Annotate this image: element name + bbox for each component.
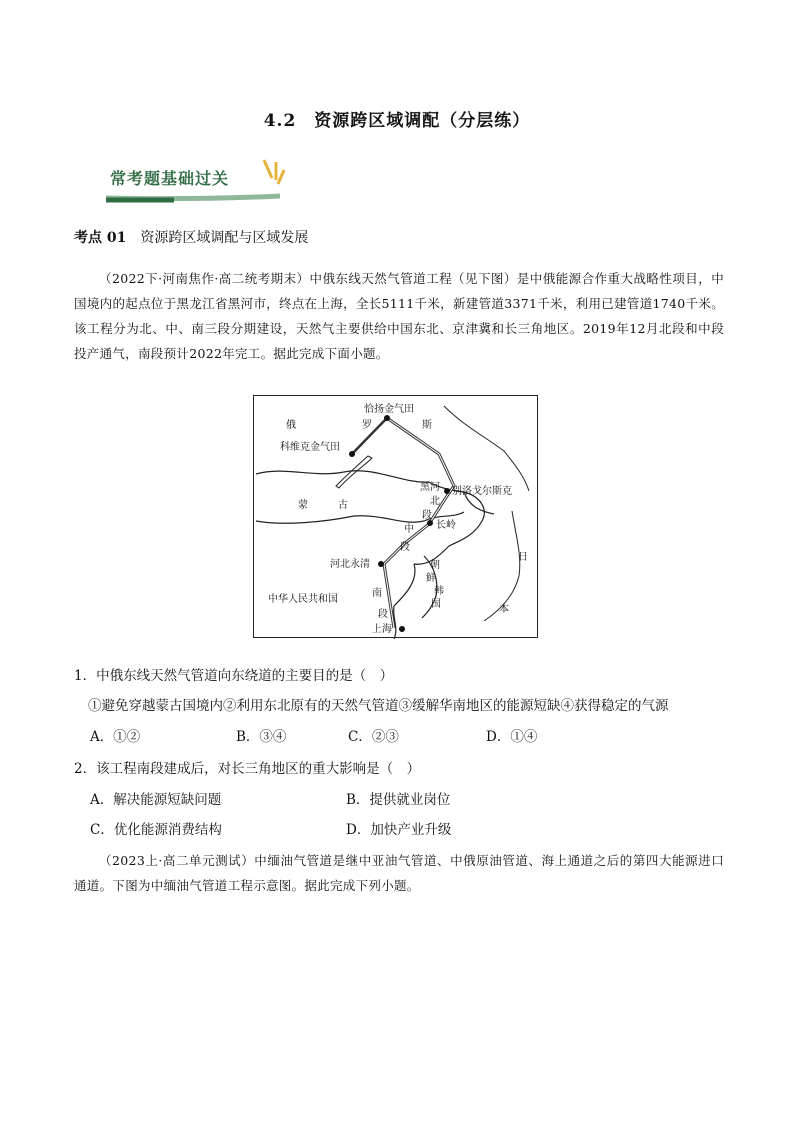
map-label-ri: 日	[518, 552, 528, 563]
section-heading	[74, 227, 308, 247]
map-label-china: 中华人民共和国	[268, 594, 338, 605]
map-label-duan3: 段	[378, 609, 388, 620]
map-label-meng: 蒙	[298, 500, 308, 511]
map-label-nan: 南	[372, 588, 382, 599]
map-label-kovykta: 科维克金气田	[280, 442, 340, 453]
q2-option-d[interactable]: D．加快产业升级	[346, 822, 452, 838]
map-label-e: 俄	[286, 420, 296, 431]
q2-option-b[interactable]: B．提供就业岗位	[346, 792, 451, 808]
map-label-shanghai: 上海	[372, 624, 392, 635]
map-label-gu: 古	[338, 500, 348, 511]
section-label: 考点 01	[74, 230, 127, 246]
map-label-changling: 长岭	[436, 520, 456, 531]
q2-option-c[interactable]: C．优化能源消费结构	[90, 822, 222, 838]
section-text: 资源跨区域调配与区域发展	[140, 230, 309, 246]
map-label-xian: 鲜	[426, 573, 436, 584]
page-title: 4.2 资源跨区域调配（分层练）	[263, 111, 531, 131]
map-label-si: 斯	[422, 420, 432, 431]
map-label-bei: 北	[430, 496, 440, 507]
q1-option-b[interactable]: B．③④	[236, 729, 287, 745]
q2-option-a[interactable]: A．解决能源短缺问题	[90, 792, 222, 808]
intro-paragraph-1: （2022下·河南焦作·高二统考期末）中俄东线天然气管道工程（见下图）是中俄能源合作重大战略性项目，中国境内的起点位于黑龙江省黑河市，终点在上海，全长5111千米，新建管道3371千米，利用已建管道1740千米。该工程分为北、中、南三段分期建设，天然气主要供给中国东北、京津冀和长三角地区。2019年12月北段和中段投产通气，南段预计2022年完工。据此完成下面小题。	[74, 271, 724, 361]
intro-paragraph-2: （2023上·高二单元测试）中缅油气管道是继中亚油气管道、中俄原油管道、海上通道之后的第四大能源进口通道。下图为中缅油气管道工程示意图。据此完成下列小题。	[74, 853, 724, 893]
map-label-zhong: 中	[404, 524, 414, 535]
map-label-duan1: 段	[422, 510, 432, 521]
map-label-han: 韩	[434, 586, 444, 597]
map-label-ben: 本	[499, 604, 509, 615]
banner-label: 常考题基础过关	[110, 169, 230, 188]
map-label-heihe: 黑河	[420, 482, 440, 493]
question-1-statements: ①避免穿越蒙古国境内②利用东北原有的天然气管道③缓解华南地区的能源短缺④获得稳定的气源	[88, 698, 669, 714]
map-label-duan2: 段	[400, 542, 410, 553]
question-1-stem: 1．中俄东线天然气管道向东绕道的主要目的是（ ）	[74, 668, 394, 684]
q1-option-a[interactable]: A．①②	[90, 729, 141, 745]
map-label-blgvsc: 别洛戈尔斯克	[452, 486, 512, 497]
map-label-guo: 国	[431, 599, 441, 610]
map-label-yongqing: 河北永清	[330, 559, 370, 570]
map-label-chao: 朝	[430, 560, 440, 571]
pipeline-map	[253, 395, 538, 638]
q1-option-d[interactable]: D．①④	[486, 729, 538, 745]
map-label-luo: 罗	[362, 420, 372, 431]
map-label-chayanda: 恰扬金气田	[364, 404, 414, 415]
question-2-stem: 2．该工程南段建成后，对长三角地区的重大影响是（ ）	[74, 761, 421, 777]
q1-option-c[interactable]: C．②③	[348, 729, 399, 745]
